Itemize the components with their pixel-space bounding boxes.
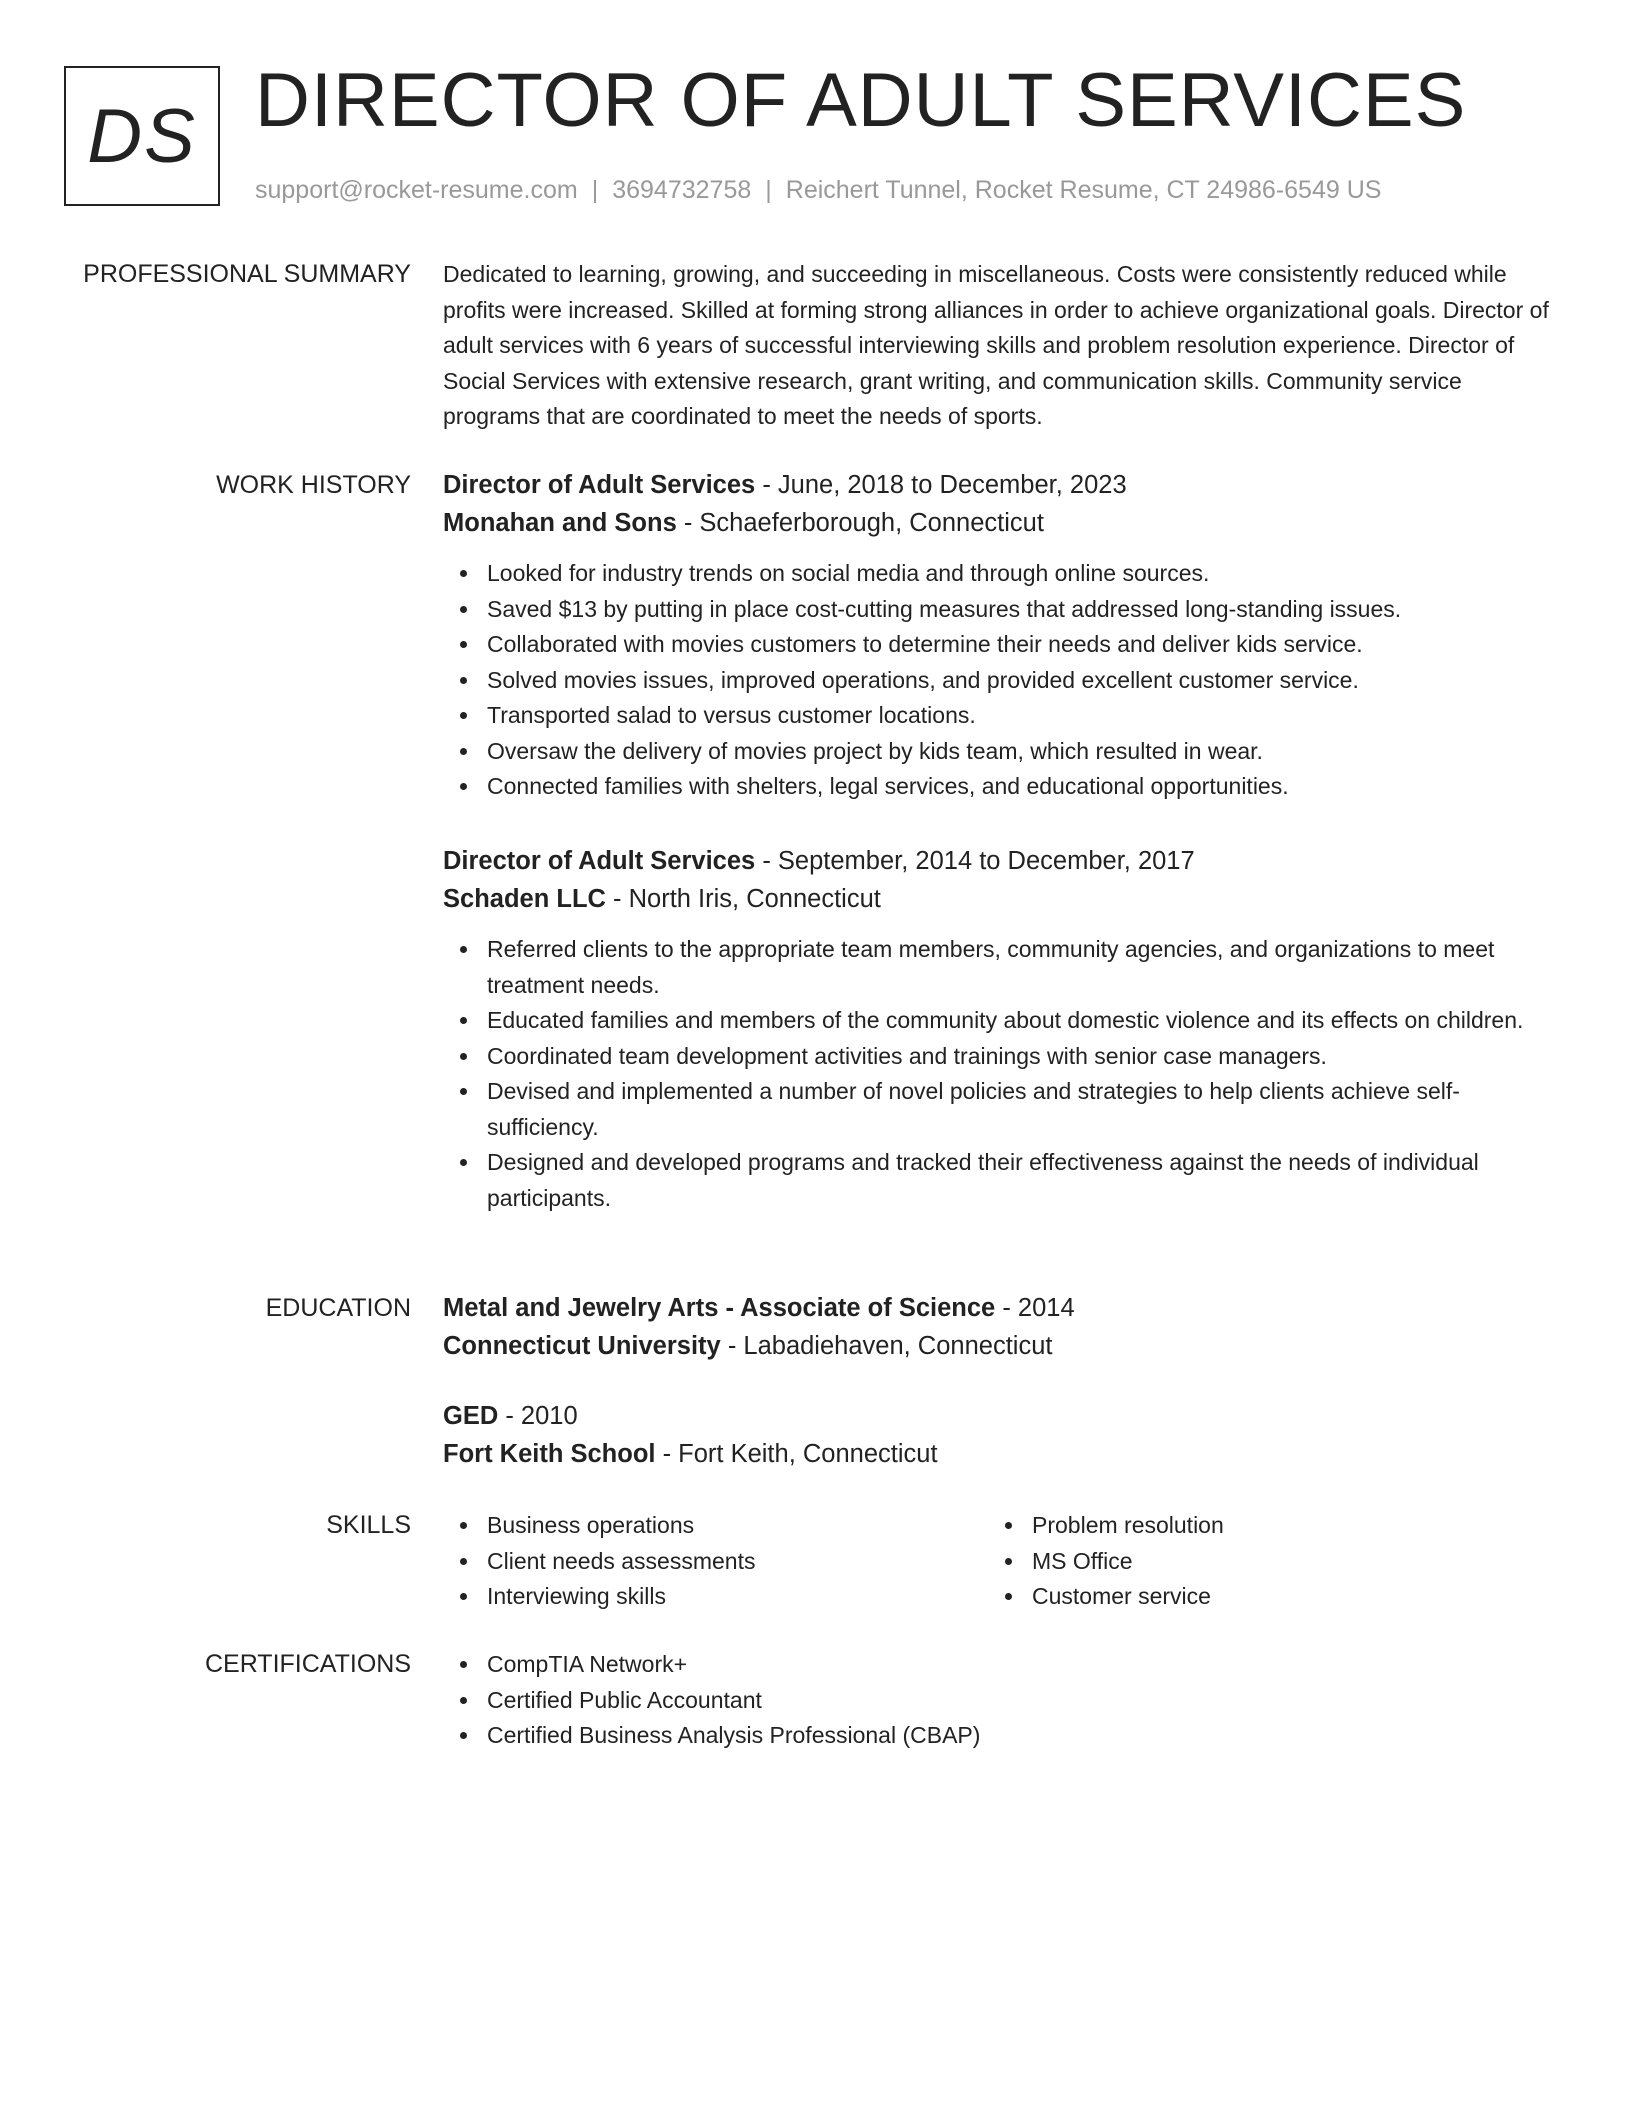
skills-list (443, 1508, 1553, 1615)
section-label-certifications: CERTIFICATIONS (204, 1650, 411, 1678)
list-item: Designed and developed programs and tracked their effectiveness against the needs of individual participants. (443, 1145, 1553, 1216)
list-item: MS Office (988, 1544, 1533, 1580)
contact-address: Reichert Tunnel, Rocket Resume, CT 24986-6549 US (785, 176, 1382, 204)
certifications-list (443, 1647, 1553, 1754)
list-item: Client needs assessments (443, 1544, 988, 1580)
job-company: Monahan and Sons (443, 509, 677, 537)
education-degree: Metal and Jewelry Arts - Associate of Science (443, 1294, 996, 1322)
job-title: Director of Adult Services (443, 847, 756, 875)
list-item: Devised and implemented a number of novel policies and strategies to help clients achieve self-sufficiency. (443, 1074, 1553, 1145)
list-item: Saved $13 by putting in place cost-cutting measures that addressed long-standing issues. (443, 592, 1553, 628)
education-school: Connecticut University (443, 1332, 721, 1360)
list-item: Oversaw the delivery of movies project by kids team, which resulted in wear. (443, 734, 1553, 770)
list-item: Transported salad to versus customer locations. (443, 698, 1553, 734)
job-company: Schaden LLC (443, 885, 606, 913)
section-label-work-history: WORK HISTORY (216, 471, 411, 499)
contact-phone: 3694732758 (612, 176, 752, 204)
certifications-bullets (443, 1647, 1553, 1754)
job-company-line (443, 880, 1553, 918)
list-item: Collaborated with movies customers to determine their needs and deliver kids service. (443, 627, 1553, 663)
education-school-line (443, 1327, 1553, 1365)
section-label-summary: PROFESSIONAL SUMMARY (83, 260, 411, 288)
list-item: Certified Business Analysis Professional (CBAP) (443, 1718, 1553, 1754)
list-item: Business operations (443, 1508, 988, 1544)
education-school: Fort Keith School (443, 1440, 656, 1468)
page-title: DIRECTOR OF ADULT SERVICES (255, 58, 1467, 143)
list-item: CompTIA Network+ (443, 1647, 1553, 1683)
contact-line (255, 173, 1381, 207)
list-item: Looked for industry trends on social media and through online sources. (443, 556, 1553, 592)
list-item: Referred clients to the appropriate team members, community agencies, and organizations to meet treatment needs. (443, 932, 1553, 1003)
job-bullets (443, 932, 1553, 1216)
job-dates: - September, 2014 to December, 2017 (755, 847, 1195, 875)
job-dates: - June, 2018 to December, 2023 (755, 471, 1127, 499)
job-company-line (443, 504, 1553, 542)
job-entry (443, 842, 1553, 1216)
list-item: Solved movies issues, improved operations, and provided excellent customer service. (443, 663, 1553, 699)
job-entry (443, 466, 1553, 805)
section-label-skills: SKILLS (326, 1511, 411, 1539)
list-item: Interviewing skills (443, 1579, 988, 1615)
skills-column (443, 1508, 988, 1615)
contact-separator: | (765, 176, 772, 204)
contact-separator: | (591, 176, 599, 204)
list-item: Coordinated team development activities and trainings with senior case managers. (443, 1039, 1553, 1075)
skills-column (988, 1508, 1533, 1615)
list-item: Certified Public Accountant (443, 1683, 1553, 1719)
job-location: - Schaeferborough, Connecticut (676, 509, 1044, 537)
list-item: Educated families and members of the community about domestic violence and its effects on children. (443, 1003, 1553, 1039)
education-year: - 2014 (995, 1294, 1075, 1322)
summary-text: Dedicated to learning, growing, and succeeding in miscellaneous. Costs were consistently reduced while profits were increased. Skilled at forming strong alliances in order to achieve organizational goals. Director of adult services with 6 years of successful interviewing skills and problem resolution experience. Director of Social Services with extensive research, grant writing, and communication skills. Community service programs that are coordinated to meet the needs of sports. (443, 261, 1549, 429)
skills-columns (443, 1508, 1553, 1615)
education-degree: GED (443, 1402, 499, 1430)
monogram-box: DS (64, 66, 220, 206)
job-location: - North Iris, Connecticut (605, 885, 881, 913)
job-title-line (443, 466, 1553, 504)
education-entry (443, 1289, 1553, 1365)
job-bullets (443, 556, 1553, 805)
education-location: - Labadiehaven, Connecticut (720, 1332, 1053, 1360)
education-school-line (443, 1435, 1553, 1473)
education-location: - Fort Keith, Connecticut (655, 1440, 938, 1468)
education-year: - 2010 (498, 1402, 578, 1430)
list-item: Customer service (988, 1579, 1533, 1615)
list-item: Problem resolution (988, 1508, 1533, 1544)
list-item: Connected families with shelters, legal services, and educational opportunities. (443, 769, 1553, 805)
job-title-line (443, 842, 1553, 880)
education-degree-line (443, 1289, 1553, 1327)
job-title: Director of Adult Services (443, 471, 756, 499)
education-entry (443, 1397, 1553, 1473)
section-label-education: EDUCATION (265, 1294, 411, 1322)
contact-email: support@rocket-resume.com (255, 176, 578, 204)
education-degree-line (443, 1397, 1553, 1435)
